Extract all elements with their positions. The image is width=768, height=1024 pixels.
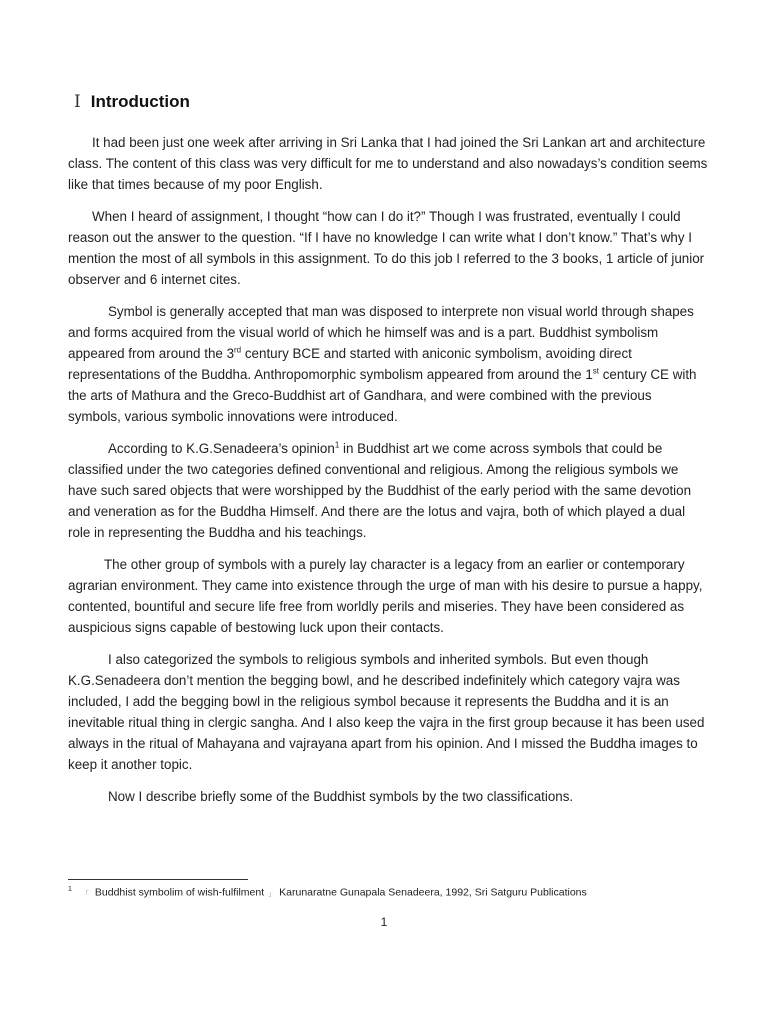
paragraph-6: I also categorized the symbols to religious symbols and inherited symbols. But even though K.G.Senadeera don’t mention the begging bowl, and he described indefinitely which category vajra was included, I add the begging bowl in the religious symbol because it represents the Buddha and it is an inevitable ritual thing in clergic sangha. And I also keep the vajra in the first group because it has been used always in the ritual of Mahayana and vajrayana apart from his opinion. And I missed the Buddha images to keep it another topic. xyxy=(68,652,705,772)
section-title: Introduction xyxy=(90,92,190,111)
footnote-book-title: Buddhist symbolim of wish-fulfilment xyxy=(94,886,265,899)
paragraph-3-part-c: century CE with the arts of Mathura and the Greco-Buddhist art of Gandhara, and were combined with the previous symbols, various symbolic innovations were introduced. xyxy=(68,367,697,424)
footnote-number: 1 xyxy=(68,886,72,893)
superscript-st: st xyxy=(592,366,600,376)
paragraph-5: The other group of symbols with a purely lay character is a legacy from an earlier or contemporary agrarian environment. They came into existence through the urge of man with his desire to pursue a happy, contented, bountiful and secure life free from worldly perils and miseries. They have been considered as auspicious signs capable of bestowing luck upon their contacts. xyxy=(68,557,703,635)
superscript-rd: rd xyxy=(234,345,242,355)
paragraph-2: When I heard of assignment, I thought “how can I do it?” Though I was frustrated, eventually I could reason out the answer to the question. “If I have no knowledge I can write what I don’t know.” That’s why I mention the most of all symbols in this assignment. To do this job I referred to the 3 books, 1 article of junior observer and 6 internet cites. xyxy=(68,209,705,287)
page-number: 1 xyxy=(380,915,388,929)
paragraph-3 xyxy=(68,301,708,427)
footnote-citation: Karunaratne Gunapala Senadeera, 1992, Sri Satguru Publications xyxy=(279,886,587,899)
paragraph-3-part-b: century BCE and started with aniconic symbolism, avoiding direct representations of the Buddha. Anthropomorphic symbolism appeared from around the 1 xyxy=(68,346,632,382)
footnote xyxy=(68,886,587,899)
paragraph-4-part-a: According to K.G.Senadeera’s opinion xyxy=(108,441,335,456)
section-heading xyxy=(74,92,190,112)
paragraph-4-part-b: in Buddhist art we come across symbols that could be classified under the two categories defined conventional and religious. Among the religious symbols we have such sared objects that were worshipped by the Buddhist of the early period with the same devotion and veneration as for the Buddha Himself. And there are the lotus and vajra, both of which played a dual role in representing the Buddha and his teachings. xyxy=(68,441,692,540)
footnote-separator xyxy=(68,879,248,880)
paragraph-1: It had been just one week after arriving in Sri Lanka that I had joined the Sri Lankan art and architecture class. The content of this class was very difficult for me to understand and also nowadays’s condition seems like that times because of my poor English. xyxy=(68,135,708,192)
section-number: I xyxy=(74,92,81,112)
footnote-close-mark: 」 xyxy=(268,890,276,898)
footnote-reference[interactable]: 1 xyxy=(334,440,340,450)
footnote-open-mark: 「 xyxy=(81,890,89,898)
paragraph-4 xyxy=(68,438,708,543)
paragraph-7: Now I describe briefly some of the Buddhist symbols by the two classifications. xyxy=(108,789,574,804)
body-text xyxy=(68,132,708,818)
paragraph-3-part-a: Symbol is generally accepted that man was disposed to interprete non visual world through shapes and forms acquired from the visual world of which he himself was and is a part. Buddhist symbolism appeared from around the 3 xyxy=(68,304,694,361)
